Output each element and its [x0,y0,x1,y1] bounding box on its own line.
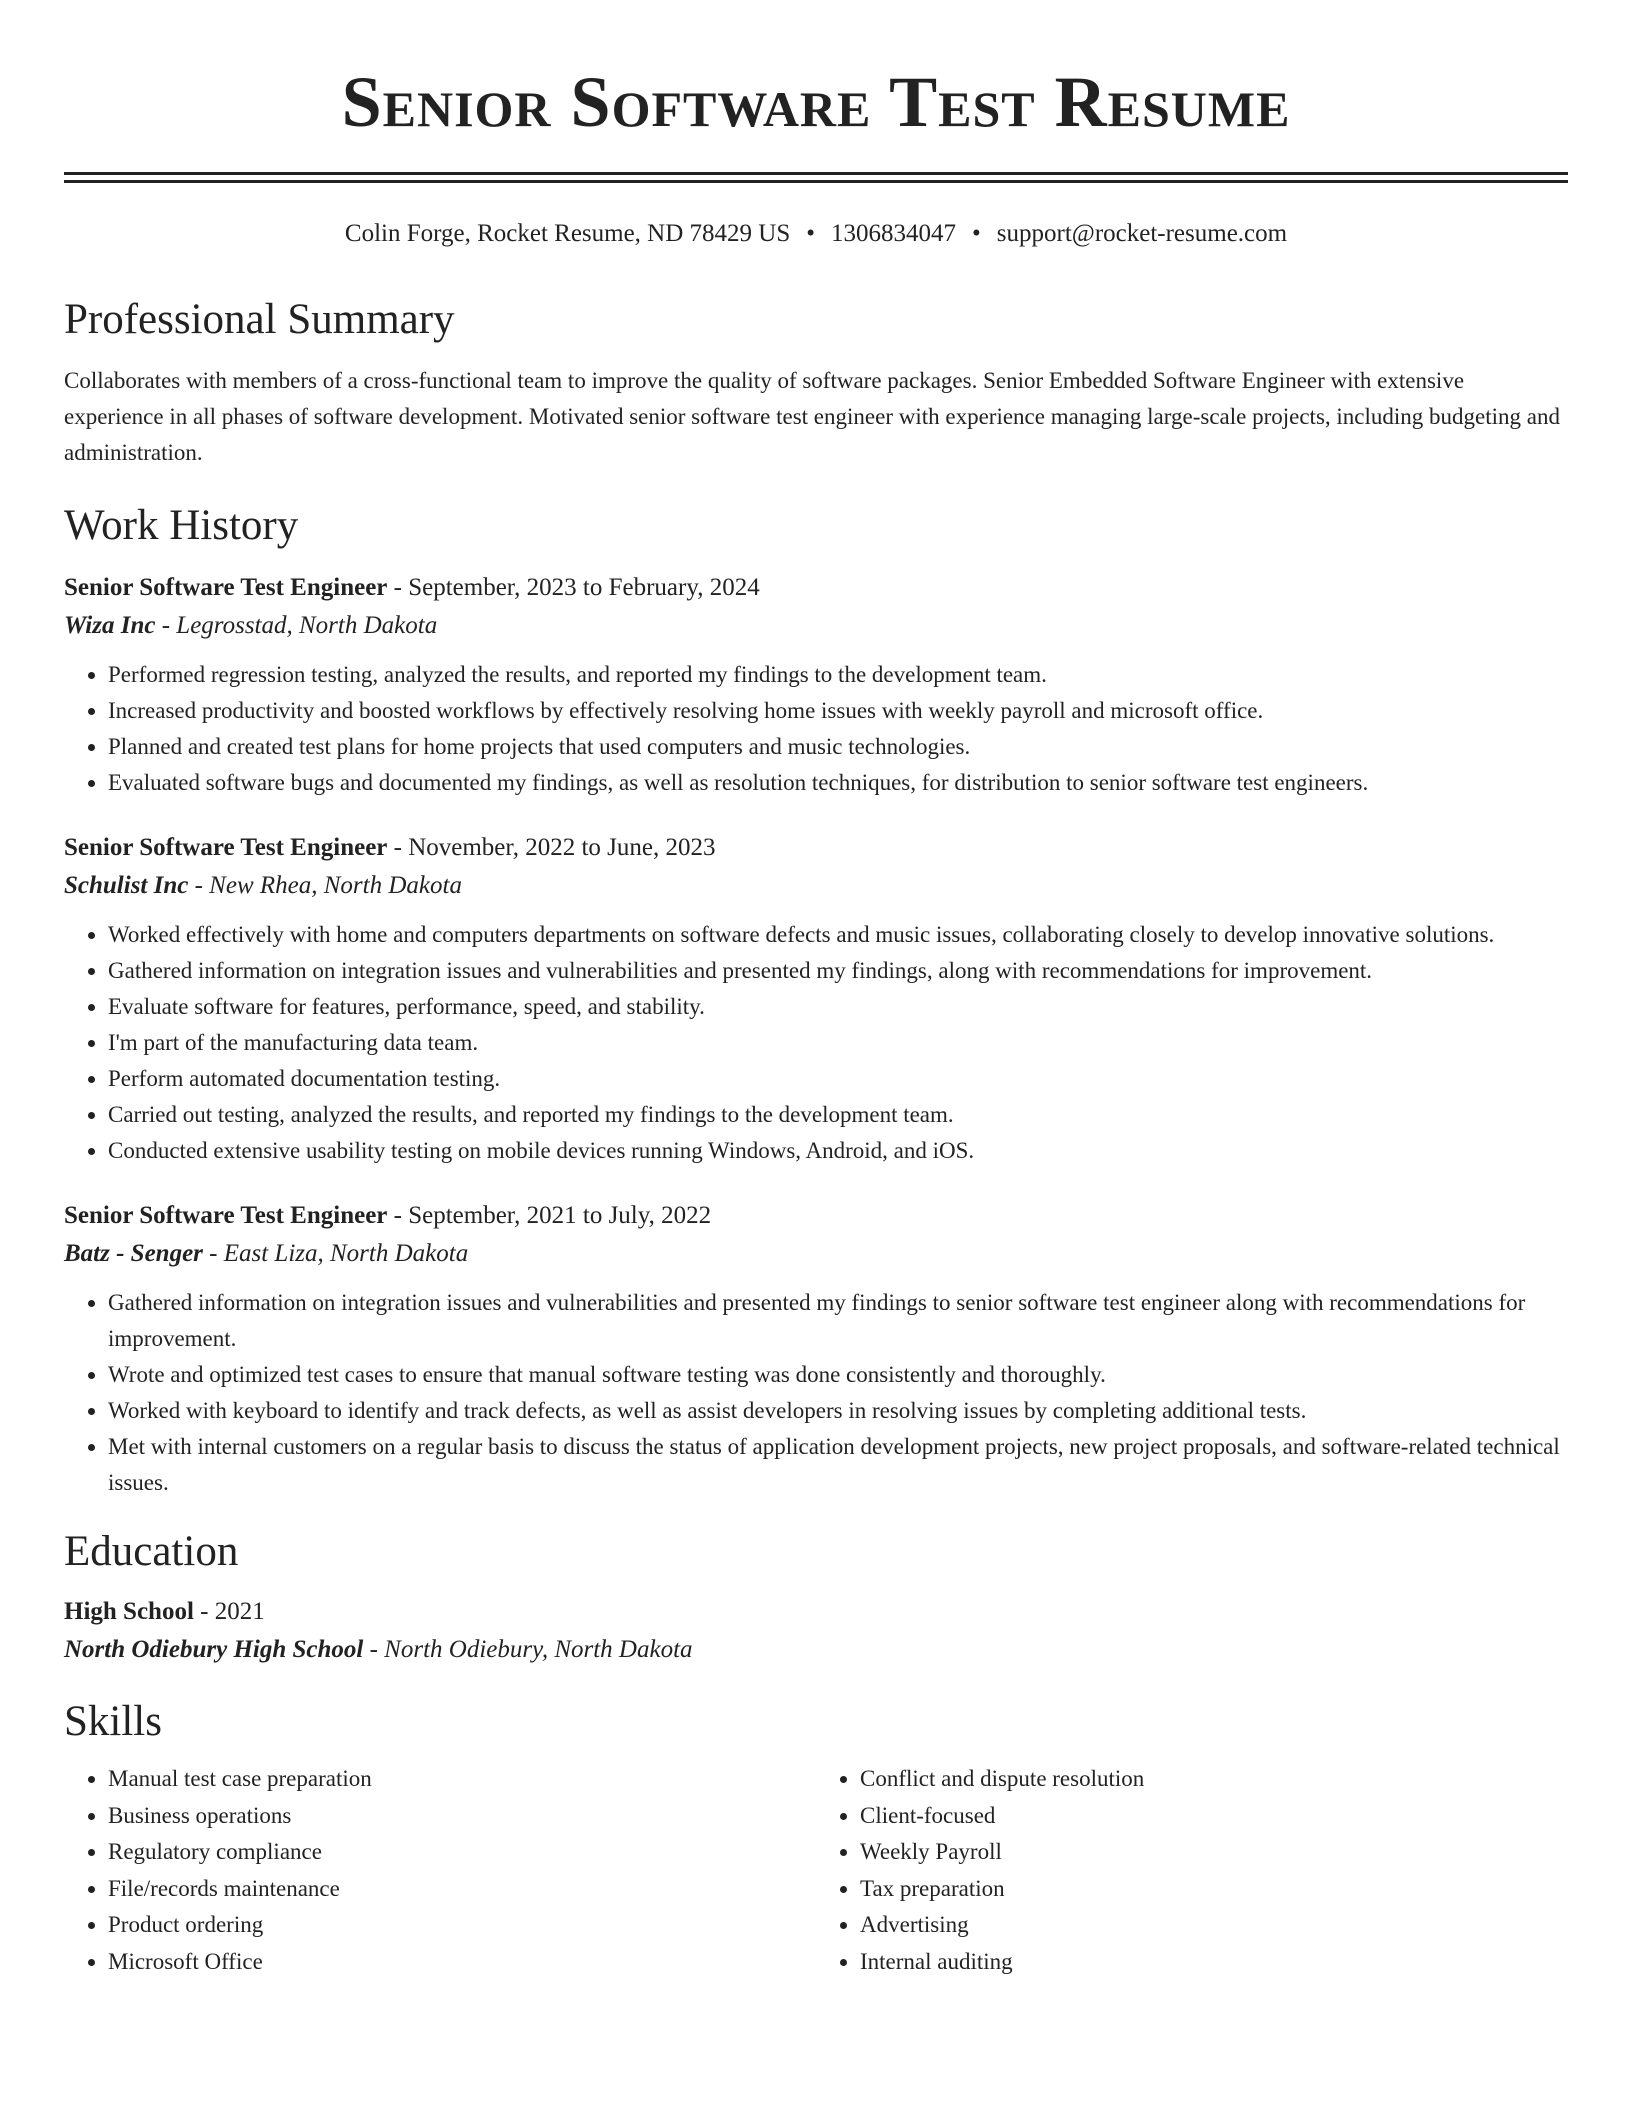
job-entry [64,829,1568,1169]
list-item: • File/records maintenance [108,1871,816,1908]
list-item: • Product ordering [108,1907,816,1944]
list-item: • Gathered information on integration issues and vulnerabilities and presented my findings, along with recommendations for improvement. [108,953,1568,989]
job-title: Senior Software Test Engineer [64,1202,388,1229]
list-item: • Manual test case preparation [108,1761,816,1798]
list-item: • Advertising [860,1907,1568,1944]
list-item: • Wrote and optimized test cases to ensure that manual software testing was done consistently and thoroughly. [108,1357,1568,1393]
contact-separator: • [806,220,816,247]
skills-list [64,1761,1568,1980]
company-location: - Legrosstad, North Dakota [155,612,438,639]
school-line [64,1631,1568,1669]
school-name: North Odiebury High School [64,1636,364,1663]
school-location: - North Odiebury, North Dakota [363,1636,693,1663]
contact-phone: 1306834047 [831,220,957,247]
education-entry [64,1593,1568,1669]
job-dates: - September, 2021 to July, 2022 [387,1202,712,1229]
job-entry [64,1197,1568,1501]
job-title-line [64,829,1568,867]
job-title: Senior Software Test Engineer [64,834,388,861]
degree-line [64,1593,1568,1631]
company-line [64,607,1568,645]
company-name: Batz - Senger [64,1240,203,1267]
graduation-year: - 2021 [193,1598,265,1625]
contact-address: Colin Forge, Rocket Resume, ND 78429 US [344,220,791,247]
work-history-heading: Work History [64,502,299,549]
company-location: - New Rhea, North Dakota [188,872,462,899]
list-item: • Increased productivity and boosted workflows by effectively resolving home issues with weekly payroll and microsoft office. [108,693,1568,729]
list-item: • Conflict and dispute resolution [860,1761,1568,1798]
list-item: • Microsoft Office [108,1944,816,1981]
list-item: • Performed regression testing, analyzed the results, and reported my findings to the development team. [108,657,1568,693]
list-item: • Conducted extensive usability testing on mobile devices running Windows, Android, and iOS. [108,1133,1568,1169]
list-item: • Gathered information on integration issues and vulnerabilities and presented my findings to senior software test engineer along with recommendations for improvement. [108,1285,1568,1357]
list-item: • Business operations [108,1798,816,1835]
company-location: - East Liza, North Dakota [202,1240,469,1267]
job-dates: - November, 2022 to June, 2023 [387,834,716,861]
job-title-line [64,569,1568,607]
list-item: • Met with internal customers on a regular basis to discuss the status of application development projects, new project proposals, and software-related technical issues. [108,1429,1568,1501]
job-bullets [64,917,1568,1169]
list-item: • Tax preparation [860,1871,1568,1908]
list-item: • Weekly Payroll [860,1834,1568,1871]
job-dates: - September, 2023 to February, 2024 [387,574,760,601]
list-item: • Internal auditing [860,1944,1568,1981]
list-item: • Evaluate software for features, performance, speed, and stability. [108,989,1568,1025]
company-line [64,867,1568,905]
list-item: • Client-focused [860,1798,1568,1835]
skills-column-right [816,1761,1568,1980]
skills-column-left [64,1761,816,1980]
company-name: Wiza Inc [64,612,156,639]
education-heading: Education [64,1528,239,1575]
list-item: • Regulatory compliance [108,1834,816,1871]
contact-separator: • [972,220,981,247]
list-item: • Worked effectively with home and computers departments on software defects and music issues, collaborating closely to develop innovative solutions. [108,917,1568,953]
contact-email: support@rocket-resume.com [996,220,1288,247]
job-bullets [64,657,1568,801]
list-item: • Evaluated software bugs and documented my findings, as well as resolution techniques, for distribution to senior software test engineers. [108,765,1568,801]
degree: High School [64,1598,194,1625]
list-item: • Worked with keyboard to identify and track defects, as well as assist developers in resolving issues by completing additional tests. [108,1393,1568,1429]
company-name: Schulist Inc [64,872,189,899]
resume-title: Senior Software Test Resume [341,62,1291,142]
skills-heading: Skills [64,1698,162,1745]
job-bullets [64,1285,1568,1501]
contact-line [64,217,1568,251]
list-item: • I'm part of the manufacturing data team. [108,1025,1568,1061]
job-title: Senior Software Test Engineer [64,574,388,601]
list-item: • Carried out testing, analyzed the results, and reported my findings to the development team. [108,1097,1568,1133]
list-item: • Planned and created test plans for home projects that used computers and music technologies. [108,729,1568,765]
title-divider [64,172,1568,183]
summary-heading: Professional Summary [64,296,455,343]
list-item: • Perform automated documentation testing. [108,1061,1568,1097]
summary-text: Collaborates with members of a cross-functional team to improve the quality of software packages. Senior Embedded Software Engineer with extensive experience in all phases of software development. Motivated senior software test engineer with experience managing large-scale projects, including budgeting and administration. [64,368,1560,465]
job-title-line [64,1197,1568,1235]
job-entry [64,569,1568,801]
company-line [64,1235,1568,1273]
